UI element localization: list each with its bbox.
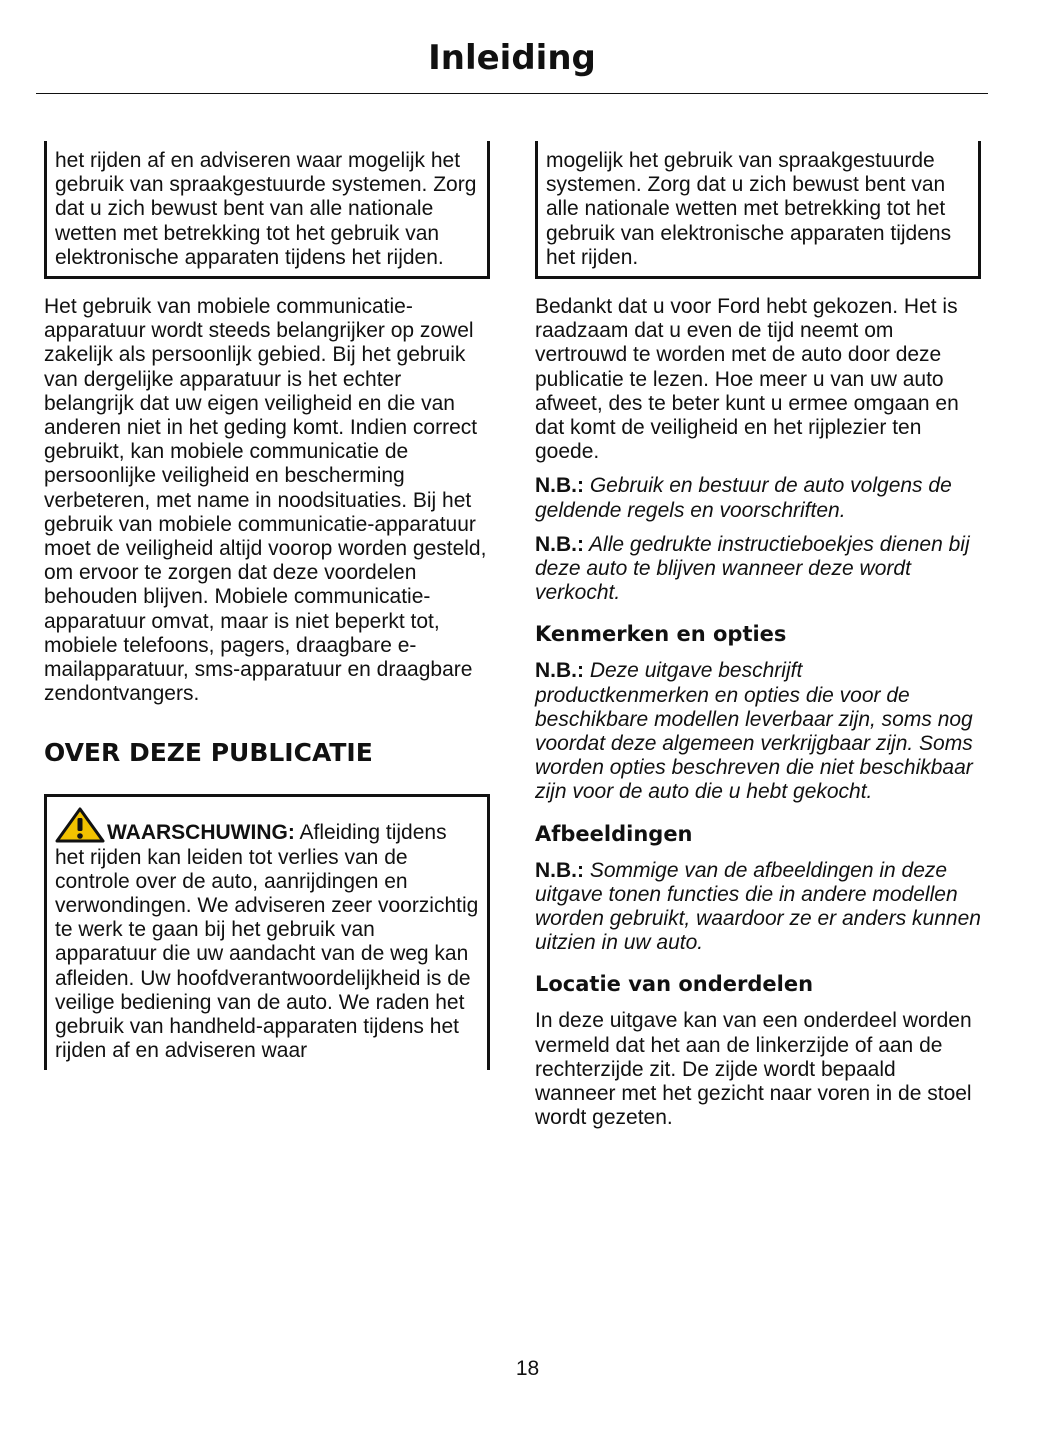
- note-images: [535, 859, 981, 956]
- warning-paragraph: [55, 807, 479, 1063]
- intro-paragraph: Bedankt dat u voor Ford hebt gekozen. Het is raadzaam dat u even de tijd neemt om vertrouwd te worden met de auto door deze publicatie te lezen. Hoe meer u van uw auto afweet, des te beter kunt u ermee omgaan en dat komt de veiligheid en het rijplezier ten goede.: [535, 295, 959, 464]
- warning-continuation-text-right: mogelijk het gebruik van spraakgestuurde systemen. Zorg dat u zich bewust bent van alle nationale wetten met betrekking tot het gebruik van elektronische apparaten tijdens het rijden.: [546, 149, 952, 269]
- warning-label: WAARSCHUWING:: [107, 821, 295, 845]
- subhead-images: Afbeeldingen: [535, 821, 693, 846]
- right-column: [535, 141, 981, 1131]
- note-text: Gebruik en bestuur de auto volgens de geldende regels en voorschriften.: [535, 474, 952, 522]
- warning-box: [44, 794, 490, 1069]
- note-booklets: [535, 533, 981, 606]
- header-divider: [36, 93, 988, 94]
- page-title: Inleiding: [428, 38, 596, 78]
- warning-triangle-icon: [55, 807, 105, 843]
- mobile-communication-paragraph: Het gebruik van mobiele communicatie-apparatuur wordt steeds belangrijker op zowel zakelijk als persoonlijk gebied. Bij het gebruik van dergelijke apparatuur is het echter belangrijk dat uw eigen veiligheid en die van anderen niet in het geding komt. Indien correct gebruikt, kan mobiele communicatie de persoonlijke veiligheid en bescherming verbeteren, met name in noodsituaties. Bij het gebruik van mobiele communicatie-apparatuur moet de veiligheid altijd voorop worden gesteld, om ervoor te zorgen dat deze voordelen behouden blijven. Mobiele communicatie-apparatuur omvat, maar is niet beperkt tot, mobiele telefoons, pagers, draagbare e-mailapparatuur, sms-apparatuur en draagbare zendontvangers.: [44, 295, 487, 706]
- note-rules: [535, 474, 981, 522]
- note-label: N.B.:: [535, 659, 584, 683]
- note-text: Sommige van de afbeeldingen in deze uitgave tonen functies die in andere modellen worden gebruikt, waardoor ze er anders kunnen uitzien in uw auto.: [535, 858, 981, 955]
- warning-continuation-box-right: [535, 141, 981, 279]
- note-text: Alle gedrukte instructieboekjes dienen bij deze auto te blijven wanneer deze wordt verkocht.: [535, 532, 970, 605]
- note-label: N.B.:: [535, 532, 584, 556]
- note-features: [535, 659, 981, 804]
- subhead-features: Kenmerken en opties: [535, 622, 787, 647]
- warning-continuation-text: het rijden af en adviseren waar mogelijk het gebruik van spraakgestuurde systemen. Zorg dat u zich bewust bent van alle nationale wetten met betrekking tot het gebruik van elektronische apparaten tijdens het rijden.: [55, 149, 477, 269]
- page-number: 18: [515, 1357, 540, 1380]
- section-title: OVER DEZE PUBLICATIE: [44, 738, 373, 768]
- note-label: N.B.:: [535, 858, 584, 882]
- left-column: [44, 141, 490, 1070]
- note-label: N.B.:: [535, 474, 584, 498]
- warning-continuation-box: [44, 141, 490, 279]
- subhead-parts-location: Locatie van onderdelen: [535, 972, 814, 997]
- note-text: Deze uitgave beschrijft productkenmerken en opties die voor de beschikbare modellen leverbaar zijn, soms nog voordat deze algemeen verkrijgbaar zijn. Soms worden opties beschreven die niet beschikbaar zijn voor de auto die u hebt gekocht.: [535, 659, 973, 804]
- warning-text: Afleiding tijdens het rijden kan leiden tot verlies van de controle over de auto, aanrijdingen en verwondingen. We adviseren zeer voorzichtig te werk te gaan bij het gebruik van apparatuur die uw aandacht van de weg kan afleiden. Uw hoofdverantwoordelijkheid is de veilige bediening van de auto. We raden het gebruik van handheld-apparaten tijdens het rijden af en adviseren waar: [55, 821, 479, 1063]
- location-paragraph: In deze uitgave kan van een onderdeel worden vermeld dat het aan de linkerzijde of aan de rechterzijde zit. De zijde wordt bepaald wanneer met het gezicht naar voren in de stoel wordt gezeten.: [535, 1009, 972, 1130]
